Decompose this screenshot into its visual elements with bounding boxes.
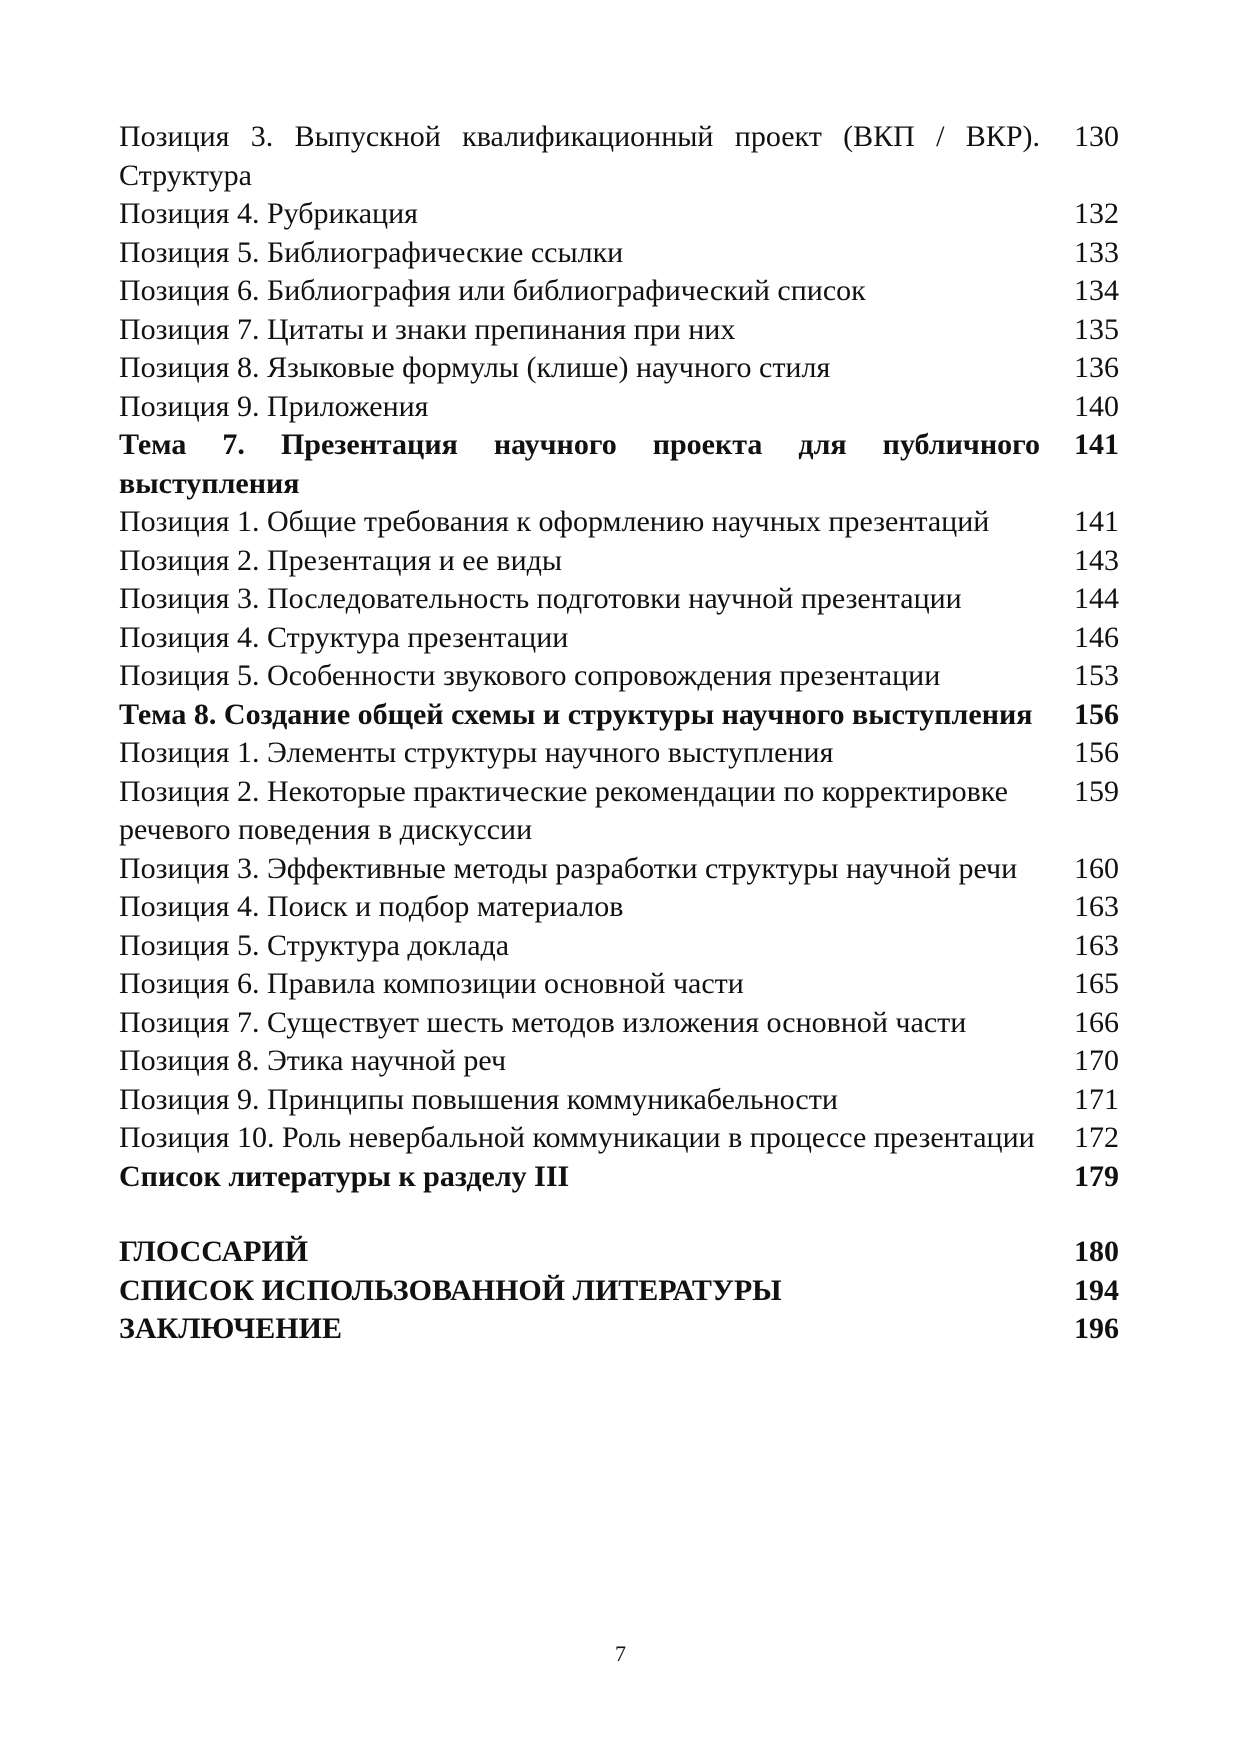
toc-entry-title: Позиция 5. Библиографические ссылки [119,235,624,269]
toc-entry [119,696,1119,735]
toc-entry-page: 130 [1074,120,1119,153]
toc-entry-page: 141 [1074,428,1119,461]
toc-entry [119,850,1119,889]
toc-entry-page: 179 [1074,1159,1119,1193]
toc-entry-page: 160 [1074,851,1119,885]
toc-entry-page: 196 [1074,1312,1119,1345]
toc-entry-page: 140 [1074,389,1119,423]
toc-entry [119,1004,1119,1043]
toc-entry-title: СПИСОК ИСПОЛЬЗОВАННОЙ ЛИТЕРАТУРЫ [119,1273,782,1307]
toc-entry-title: Позиция 1. Общие требования к оформлению научных презентаций [119,505,990,538]
toc-entry-title: Позиция 10. Роль невербальной коммуникации в процессе презентации [119,1121,1035,1154]
toc-entry-title: Позиция 9. Приложения [119,389,429,423]
toc-entry-title: Позиция 3. Эффективные методы разработки структуры научной речи [119,851,1018,885]
toc-entry-title: Позиция 3. Последовательность подготовки научной презентации [119,582,962,615]
toc-main-entries [119,118,1119,1196]
toc-entry-page: 135 [1074,312,1119,346]
toc-entry-title: Позиция 8. Этика научной реч [119,1044,507,1077]
toc-entry [119,773,1119,850]
toc-entry [119,1081,1119,1120]
toc-entry-title: Позиция 5. Структура доклада [119,928,510,962]
toc-entry [119,734,1119,773]
toc-entry-page: 170 [1074,1044,1119,1077]
toc-entry-page: 133 [1074,235,1119,269]
toc-entry-title: Позиция 9. Принципы повышения коммуникабельности [119,1082,838,1116]
toc-entry-page: 146 [1074,620,1119,654]
toc-entry [119,118,1119,195]
toc-entry-page: 165 [1074,967,1119,1000]
toc-entry-page: 180 [1074,1235,1119,1268]
toc-entry-title: Позиция 8. Языковые формулы (клише) научного стиля [119,351,831,384]
toc-entry-title: Позиция 1. Элементы структуры научного выступления [119,736,834,769]
toc-entry [119,542,1119,581]
toc-entry-page: 144 [1074,582,1119,615]
toc-entry-title: Тема 7. Презентация научного проекта для публичного выступления [119,428,1040,500]
toc-entry [119,619,1119,658]
toc-entry-page: 156 [1074,736,1119,769]
toc-entry [119,311,1119,350]
toc-entry-page: 136 [1074,351,1119,384]
toc-entry [119,349,1119,388]
toc-entry-page: 156 [1074,697,1119,731]
toc-entry [119,1119,1119,1158]
toc-entry-title: Позиция 7. Цитаты и знаки препинания при них [119,312,736,346]
toc-entry [119,1233,1119,1272]
toc-entry-title: Позиция 4. Рубрикация [119,197,418,230]
page-number: 7 [615,1641,626,1666]
toc-entry [119,1158,1119,1197]
toc-entry [119,965,1119,1004]
toc-entry-title: Позиция 7. Существует шесть методов изложения основной части [119,1005,967,1039]
toc-entry-page: 171 [1074,1082,1119,1116]
toc-entry [119,580,1119,619]
toc-entry [119,234,1119,273]
toc-entry-title: Позиция 5. Особенности звукового сопровождения презентации [119,659,941,692]
toc-entry [119,503,1119,542]
toc-entry-title: Позиция 6. Правила композиции основной части [119,967,744,1000]
toc-entry [119,927,1119,966]
toc-back-matter [119,1233,1119,1349]
toc-entry-title: Позиция 3. Выпускной квалификационный проект (ВКП / ВКР). Структура [119,120,1040,192]
toc-entry-page: 163 [1074,890,1119,923]
toc-entry [119,272,1119,311]
toc-entry-page: 143 [1074,543,1119,577]
toc-entry-title: Позиция 2. Презентация и ее виды [119,543,563,577]
toc-entry-title: Позиция 4. Структура презентации [119,620,569,654]
toc-entry-page: 172 [1074,1121,1119,1154]
toc-entry-title: Позиция 2. Некоторые практические рекомендации по корректировке речевого поведения в дискуссии [119,774,1008,846]
table-of-contents [119,118,1119,1349]
toc-entry [119,195,1119,234]
section-gap [119,1196,1119,1233]
toc-entry-title: Список литературы к разделу III [119,1159,570,1193]
toc-entry [119,1310,1119,1349]
toc-entry [119,888,1119,927]
toc-entry-page: 134 [1074,274,1119,307]
toc-entry-page: 194 [1074,1273,1119,1307]
toc-entry-page: 132 [1074,197,1119,230]
toc-entry [119,426,1119,503]
toc-entry-page: 166 [1074,1005,1119,1039]
toc-entry-page: 163 [1074,928,1119,962]
toc-entry-title: ЗАКЛЮЧЕНИЕ [119,1312,342,1345]
toc-entry-page: 141 [1074,505,1119,538]
toc-entry-title: Позиция 6. Библиография или библиографический список [119,274,866,307]
toc-entry [119,388,1119,427]
toc-entry-page: 159 [1074,774,1119,808]
toc-entry-title: Позиция 4. Поиск и подбор материалов [119,890,624,923]
toc-entry-title: Тема 8. Создание общей схемы и структуры научного выступления [119,697,1033,731]
toc-entry-page: 153 [1074,659,1119,692]
toc-entry [119,1042,1119,1081]
toc-entry [119,657,1119,696]
toc-entry [119,1272,1119,1311]
toc-entry-title: ГЛОССАРИЙ [119,1235,309,1268]
